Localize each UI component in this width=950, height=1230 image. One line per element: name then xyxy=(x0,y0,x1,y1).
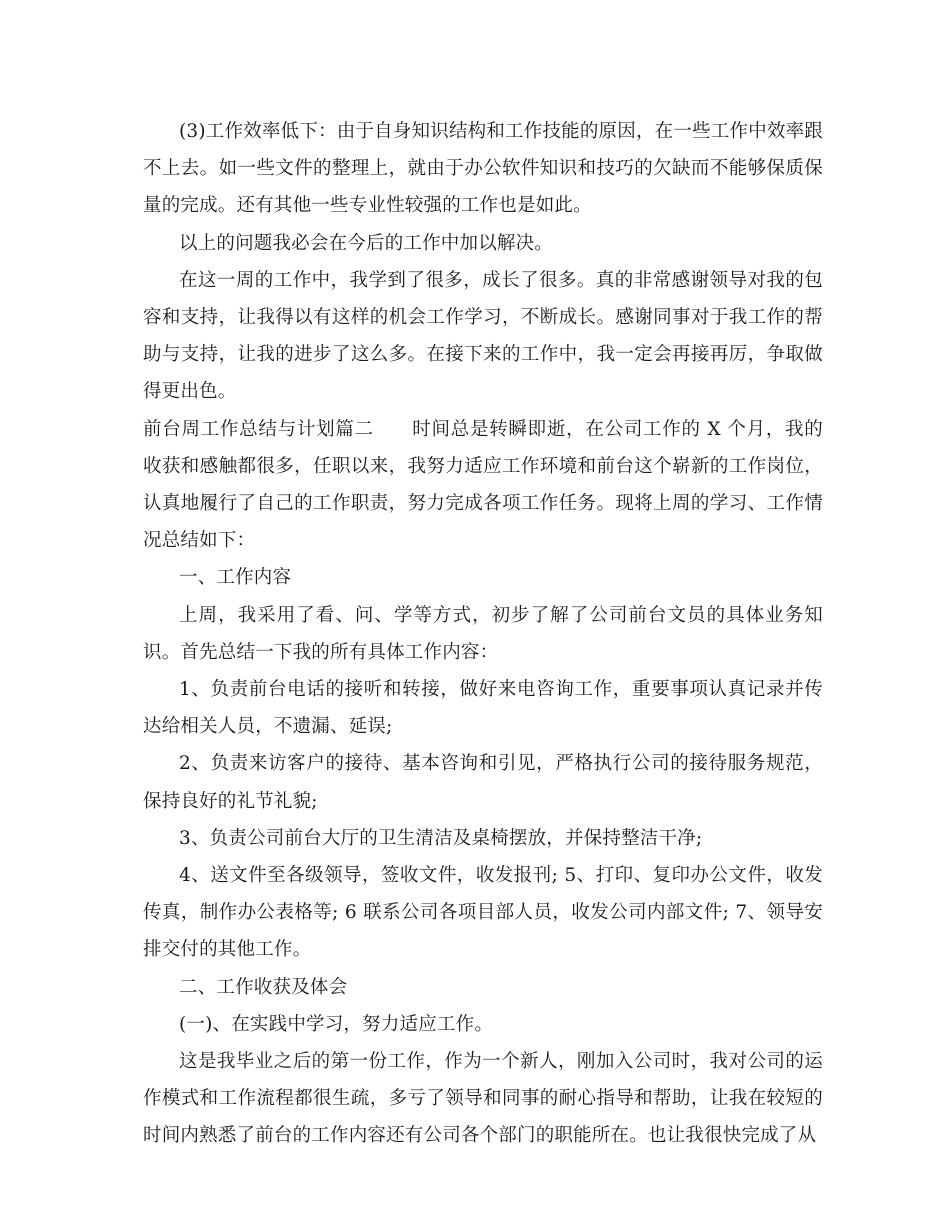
paragraph-resolve-issues: 以上的问题我必会在今后的工作中加以解决。 xyxy=(179,232,554,254)
list-item-phone-duty: 1、负责前台电话的接听和转接，做好来电咨询工作，重要事项认真记录并传达给相关人员，不遗漏、延误; xyxy=(143,679,823,738)
paragraph-last-week-summary: 上周，我采用了看、问、学等方式，初步了解了公司前台文员的具体业务知识。首先总结一下我的所有具体工作内容： xyxy=(143,604,823,663)
paragraph-section-two-intro: 前台周工作总结与计划篇二 时间总是转瞬即逝，在公司工作的 X 个月，我的收获和感触都很多，任职以来，我努力适应工作环境和前台这个崭新的工作岗位，认真地履行了自己的工作职责，努力完成各项工作任务。现将上周的学习、工作情况总结如下： xyxy=(143,418,823,552)
list-item-visitor-reception: 2、负责来访客户的接待、基本咨询和引见，严格执行公司的接待服务规范，保持良好的礼节礼貌; xyxy=(143,753,823,812)
paragraph-weekly-thanks: 在这一周的工作中，我学到了很多，成长了很多。真的非常感谢领导对我的包容和支持，让我得以有这样的机会工作学习，不断成长。感谢同事对于我工作的帮助与支持，让我的进步了这么多。在接下来的工作中，我一定会再接再厉，争取做得更出色。 xyxy=(143,269,823,403)
list-item-lobby-cleaning: 3、负责公司前台大厅的卫生清洁及桌椅摆放，并保持整洁干净; xyxy=(179,827,703,849)
heading-work-content: 一、工作内容 xyxy=(179,567,292,589)
document-body xyxy=(143,113,823,1155)
paragraph-efficiency-issue: (3)工作效率低下：由于自身知识结构和工作技能的原因，在一些工作中效率跟不上去。如一些文件的整理上，就由于办公软件知识和技巧的欠缺而不能够保质保量的完成。还有其他一些专业性较强的工作也是如此。 xyxy=(143,121,823,217)
list-item-document-tasks: 4、送文件至各级领导，签收文件，收发报刊; 5、打印、复印办公文件，收发传真，制作办公表格等; 6 联系公司各项目部人员，收发公司内部文件; 7、领导安排交付的其他工作。 xyxy=(143,865,823,961)
subheading-learn-in-practice: (一)、在实践中学习，努力适应工作。 xyxy=(179,1013,494,1035)
heading-gains-and-reflections: 二、工作收获及体会 xyxy=(179,976,348,998)
paragraph-first-job: 这是我毕业之后的第一份工作，作为一个新人，刚加入公司时，我对公司的运作模式和工作流程都很生疏，多亏了领导和同事的耐心指导和帮助，让我在较短的时间内熟悉了前台的工作内容还有公司各个部门的职能所在。也让我很快完成了从 xyxy=(143,1051,823,1147)
